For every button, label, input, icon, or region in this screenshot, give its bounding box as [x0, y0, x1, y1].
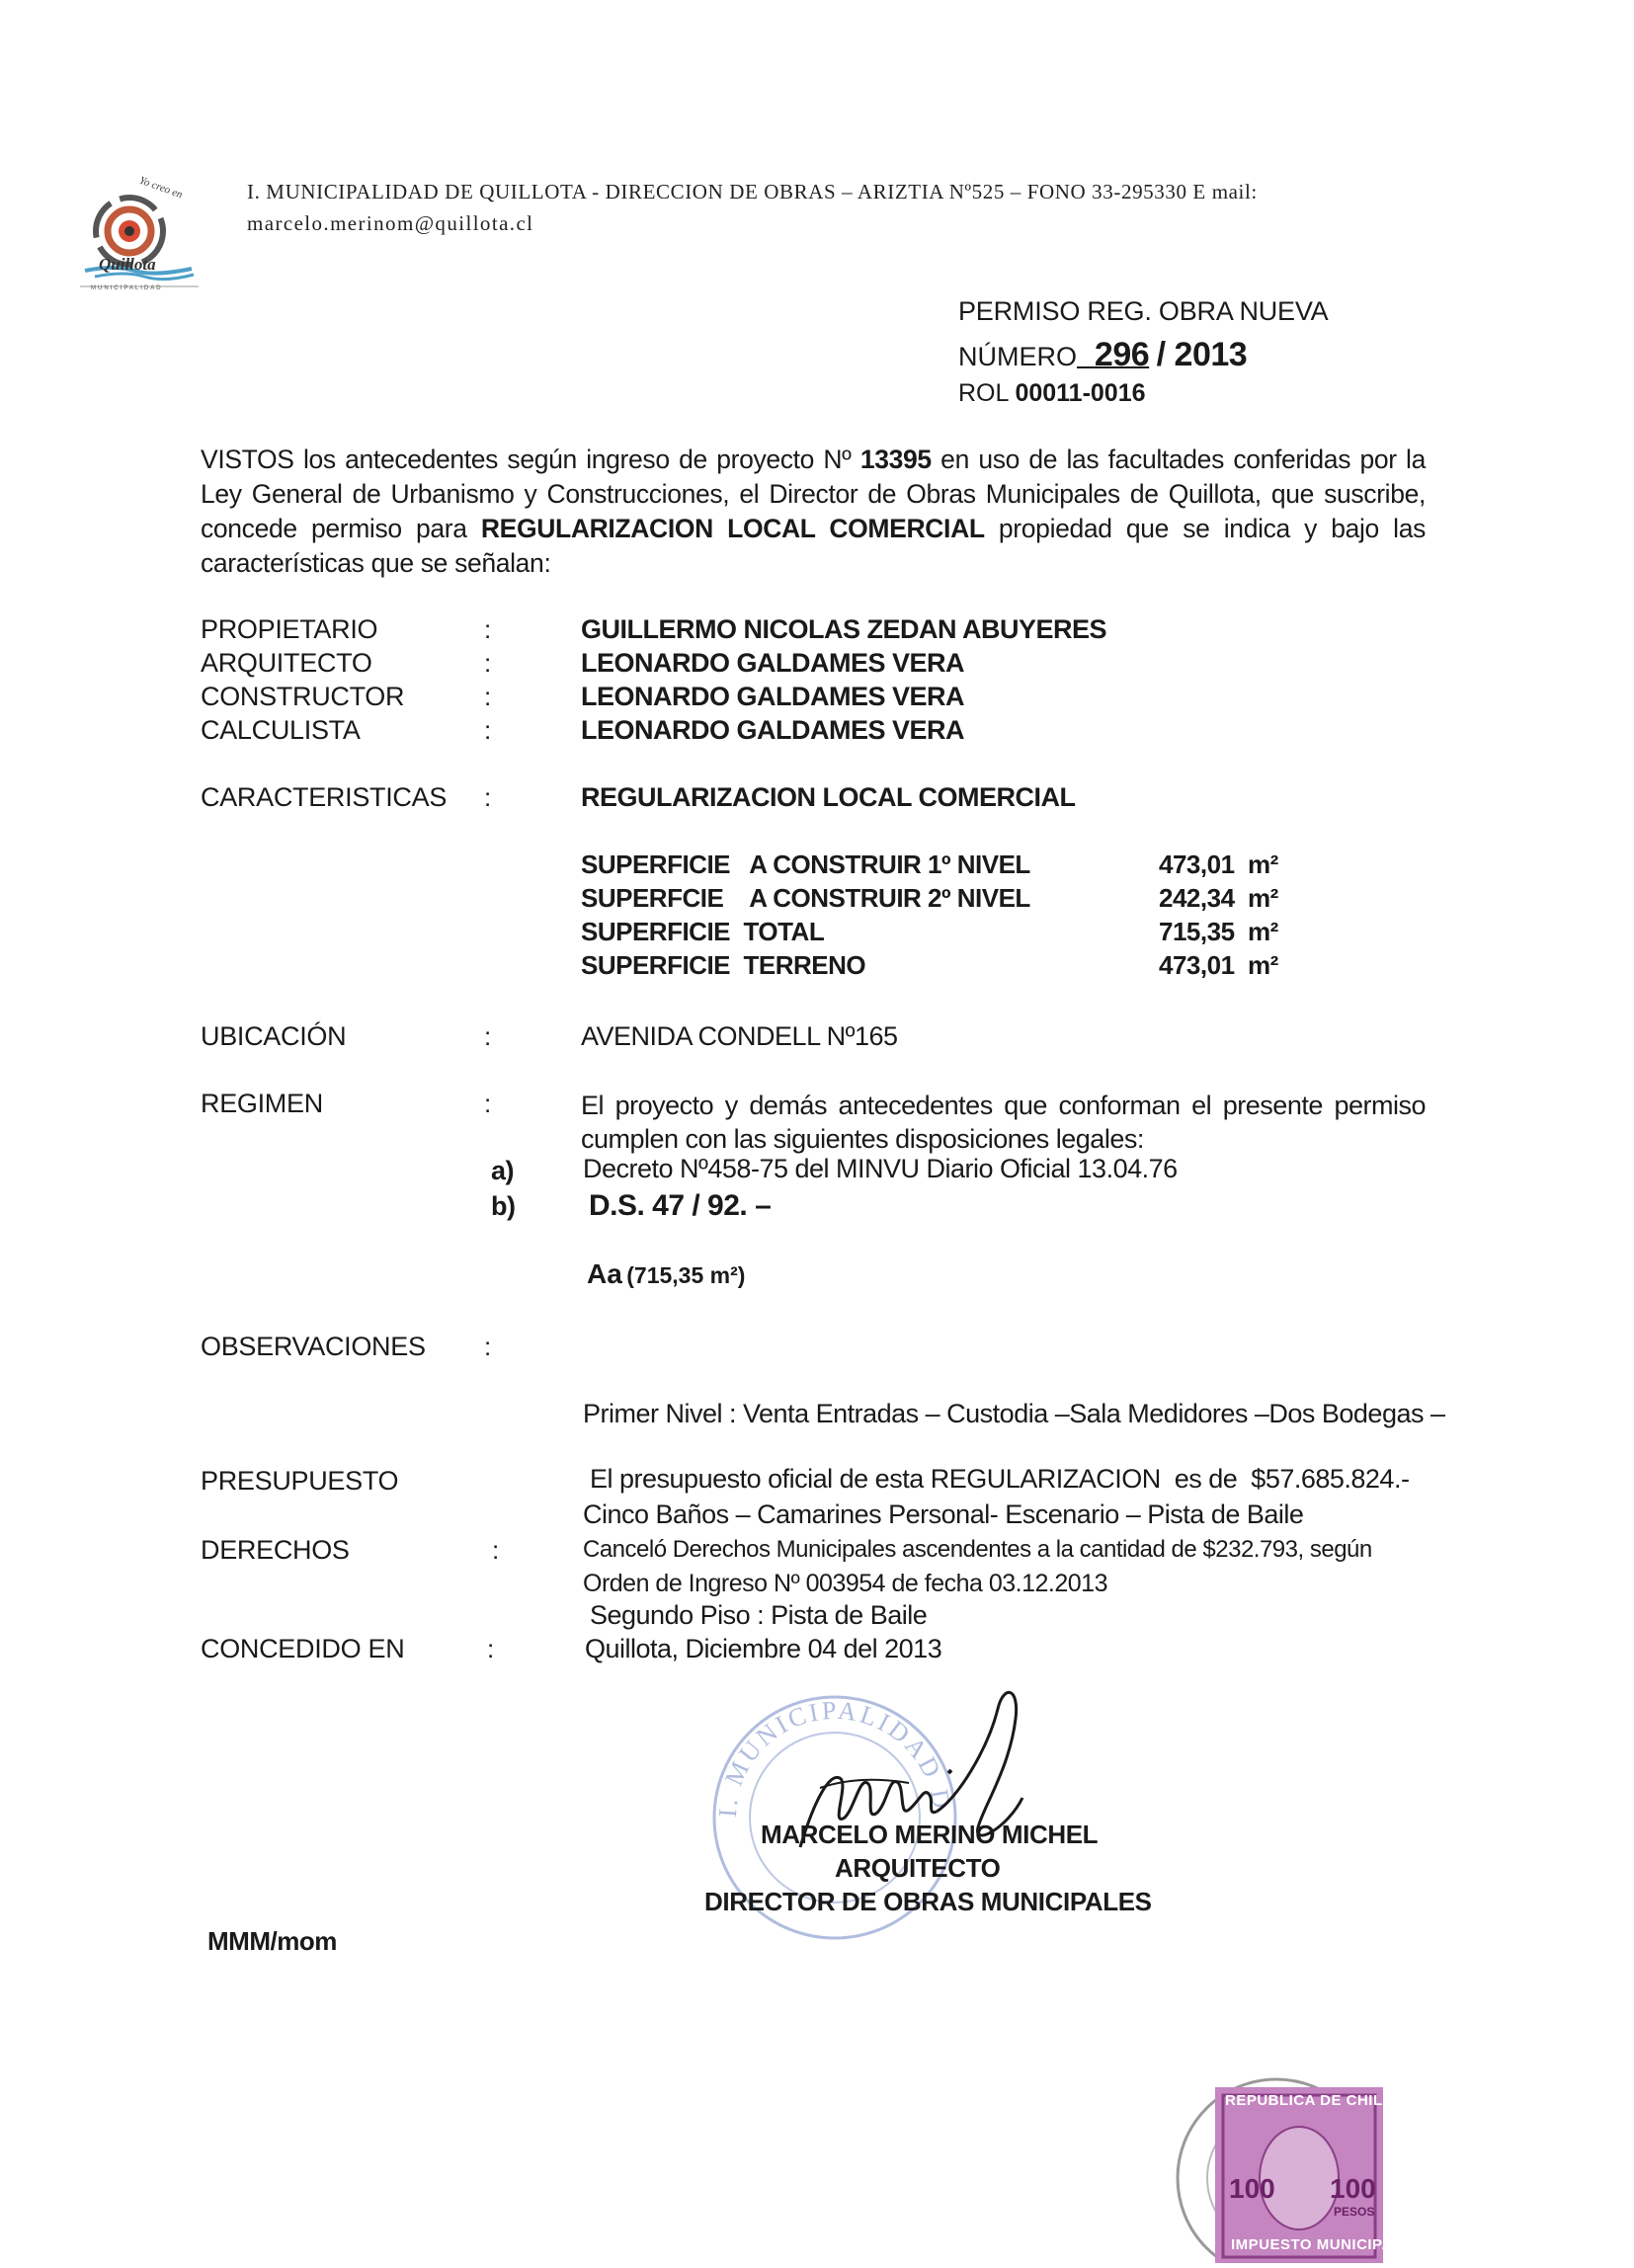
- field-value: Quillota, Diciembre 04 del 2013: [585, 1634, 942, 1663]
- permit-title: PERMISO REG. OBRA NUEVA: [958, 296, 1329, 326]
- superficie-value: 473,01: [1159, 950, 1235, 980]
- signatory-position: DIRECTOR DE OBRAS MUNICIPALES: [704, 1887, 1152, 1916]
- intro-text-1: VISTOS los antecedentes según ingreso de proyecto Nº: [201, 445, 852, 474]
- superficie-name: SUPERFICIE TOTAL: [581, 917, 825, 946]
- colon: :: [492, 1535, 500, 1565]
- municipality-logo: [75, 180, 204, 298]
- superficie-name: SUPERFICIE A CONSTRUIR 1º NIVEL: [581, 850, 1030, 879]
- superficie-unit: m²: [1247, 850, 1278, 879]
- aa-value: (715,35 m²): [626, 1262, 746, 1288]
- colon: :: [487, 1634, 495, 1663]
- permit-number: 296: [1094, 336, 1150, 373]
- field-label: ARQUITECTO: [201, 648, 372, 678]
- logo-motto: Yo creo en: [137, 174, 185, 202]
- field-label: CALCULISTA: [201, 715, 361, 745]
- field-label: PROPIETARIO: [201, 614, 378, 644]
- signatory-name: MARCELO MERINO MICHEL: [761, 1820, 1099, 1849]
- stamp-currency: PESOS: [1334, 2205, 1375, 2219]
- field-value: LEONARDO GALDAMES VERA: [581, 648, 965, 678]
- colon: :: [484, 682, 492, 711]
- regimen-item-letter: a): [491, 1156, 515, 1185]
- field-label: DERECHOS: [201, 1535, 350, 1565]
- logo-wordmark: Quillota: [99, 255, 156, 274]
- regimen-text: El proyecto y demás antecedentes que conforman el presente permiso cumplen con las siguientes disposiciones legales:: [581, 1091, 1426, 1154]
- derechos-line: Canceló Derechos Municipales ascendentes a la cantidad de $232.793, según: [583, 1536, 1372, 1563]
- field-label: OBSERVACIONES: [201, 1332, 426, 1361]
- intro-text-2: en uso de las facultades conferidas por la Ley General de Urbanismo y Construcciones, el Director de Obras Municipales de Quillota, que suscribe, concede permiso para: [201, 445, 1426, 543]
- presupuesto-value: El presupuesto oficial de esta REGULARIZACION es de $57.685.824.-: [590, 1464, 1410, 1494]
- field-value: GUILLERMO NICOLAS ZEDAN ABUYERES: [581, 614, 1107, 644]
- superficie-value: 242,34: [1159, 883, 1235, 913]
- letterhead: [247, 176, 1432, 239]
- aa-label: Aa: [587, 1258, 622, 1289]
- aa-line: [587, 1258, 745, 1290]
- stamp-value-right: 100: [1330, 2173, 1376, 2204]
- superficie-name: SUPERFCIE A CONSTRUIR 2º NIVEL: [581, 883, 1030, 913]
- intro-paragraph: [201, 443, 1426, 581]
- colon: :: [484, 715, 492, 745]
- permit-block: [958, 296, 1452, 408]
- observaciones-line: Primer Nivel : Venta Entradas – Custodia –Sala Medidores –Dos Bodegas –: [583, 1399, 1445, 1428]
- stamp-footer: IMPUESTO MUNICIPAL: [1231, 2236, 1403, 2253]
- regimen-item-b: D.S. 47 / 92. –: [589, 1189, 772, 1222]
- permit-year: / 2013: [1156, 336, 1248, 373]
- intro-text-3: propiedad que se indica y bajo las características que se señalan:: [201, 514, 1426, 578]
- letterhead-email: marcelo.merinom@quillota.cl: [247, 211, 534, 235]
- derechos-text: [583, 1533, 1372, 1600]
- field-label: PRESUPUESTO: [201, 1466, 399, 1496]
- stamp-header: REPUBLICA DE CHILE: [1225, 2092, 1394, 2109]
- colon: :: [484, 1332, 492, 1361]
- colon: :: [484, 1089, 492, 1118]
- colon: :: [484, 614, 492, 644]
- rol-line: [958, 379, 1452, 408]
- regimen-item-letter: b): [491, 1191, 516, 1221]
- svg-text:I. MUNICIPALIDAD DE QUILLOTA: I. MUNICIPALIDAD D: [712, 1695, 957, 1819]
- regimen-item-a: Decreto Nº458-75 del MINVU Diario Oficial 13.04.76: [583, 1154, 1178, 1183]
- field-value: LEONARDO GALDAMES VERA: [581, 682, 965, 711]
- permit-number-line: [958, 336, 1452, 379]
- field-label: CARACTERISTICAS: [201, 782, 448, 812]
- numero-label: NÚMERO: [958, 342, 1077, 371]
- letterhead-line-1: I. MUNICIPALIDAD DE QUILLOTA - DIRECCION DE OBRAS – ARIZTIA Nº525 – FONO 33-295330 E mail:: [247, 180, 1258, 203]
- superficie-value: 715,35: [1159, 917, 1235, 946]
- permit-number-underline: [1077, 336, 1149, 373]
- colon: :: [484, 1021, 492, 1051]
- derechos-line: Orden de Ingreso Nº 003954 de fecha 03.12.2013: [583, 1570, 1107, 1597]
- superficie-name: SUPERFICIE TERRENO: [581, 950, 866, 980]
- stamp-value-left: 100: [1229, 2173, 1275, 2204]
- observaciones-line: Cinco Baños – Camarines Personal- Escenario – Pista de Baile: [583, 1499, 1304, 1529]
- permit-type: REGULARIZACION LOCAL COMERCIAL: [480, 514, 985, 543]
- field-value: AVENIDA CONDELL Nº165: [581, 1021, 898, 1051]
- document-initials: MMM/mom: [207, 1926, 337, 1956]
- field-label: REGIMEN: [201, 1089, 323, 1118]
- rol-label: ROL: [958, 379, 1009, 407]
- logo-subtitle: MUNICIPALIDAD: [91, 285, 163, 291]
- superficie-unit: m²: [1247, 950, 1278, 980]
- field-label: CONCEDIDO EN: [201, 1634, 405, 1663]
- observaciones-line: Segundo Piso : Pista de Baile: [583, 1600, 928, 1630]
- colon: :: [484, 648, 492, 678]
- superficie-value: 473,01: [1159, 850, 1235, 879]
- field-label: UBICACIÓN: [201, 1021, 347, 1051]
- observaciones-text: [583, 1330, 1445, 1665]
- colon: :: [484, 782, 492, 812]
- field-value: LEONARDO GALDAMES VERA: [581, 715, 965, 745]
- field-label: CONSTRUCTOR: [201, 682, 405, 711]
- superficie-unit: m²: [1247, 917, 1278, 946]
- rol-value: 00011-0016: [1015, 379, 1146, 407]
- field-value: REGULARIZACION LOCAL COMERCIAL: [581, 782, 1076, 812]
- superficie-unit: m²: [1247, 883, 1278, 913]
- project-number: 13395: [859, 445, 932, 474]
- signatory-title: ARQUITECTO: [835, 1853, 1001, 1883]
